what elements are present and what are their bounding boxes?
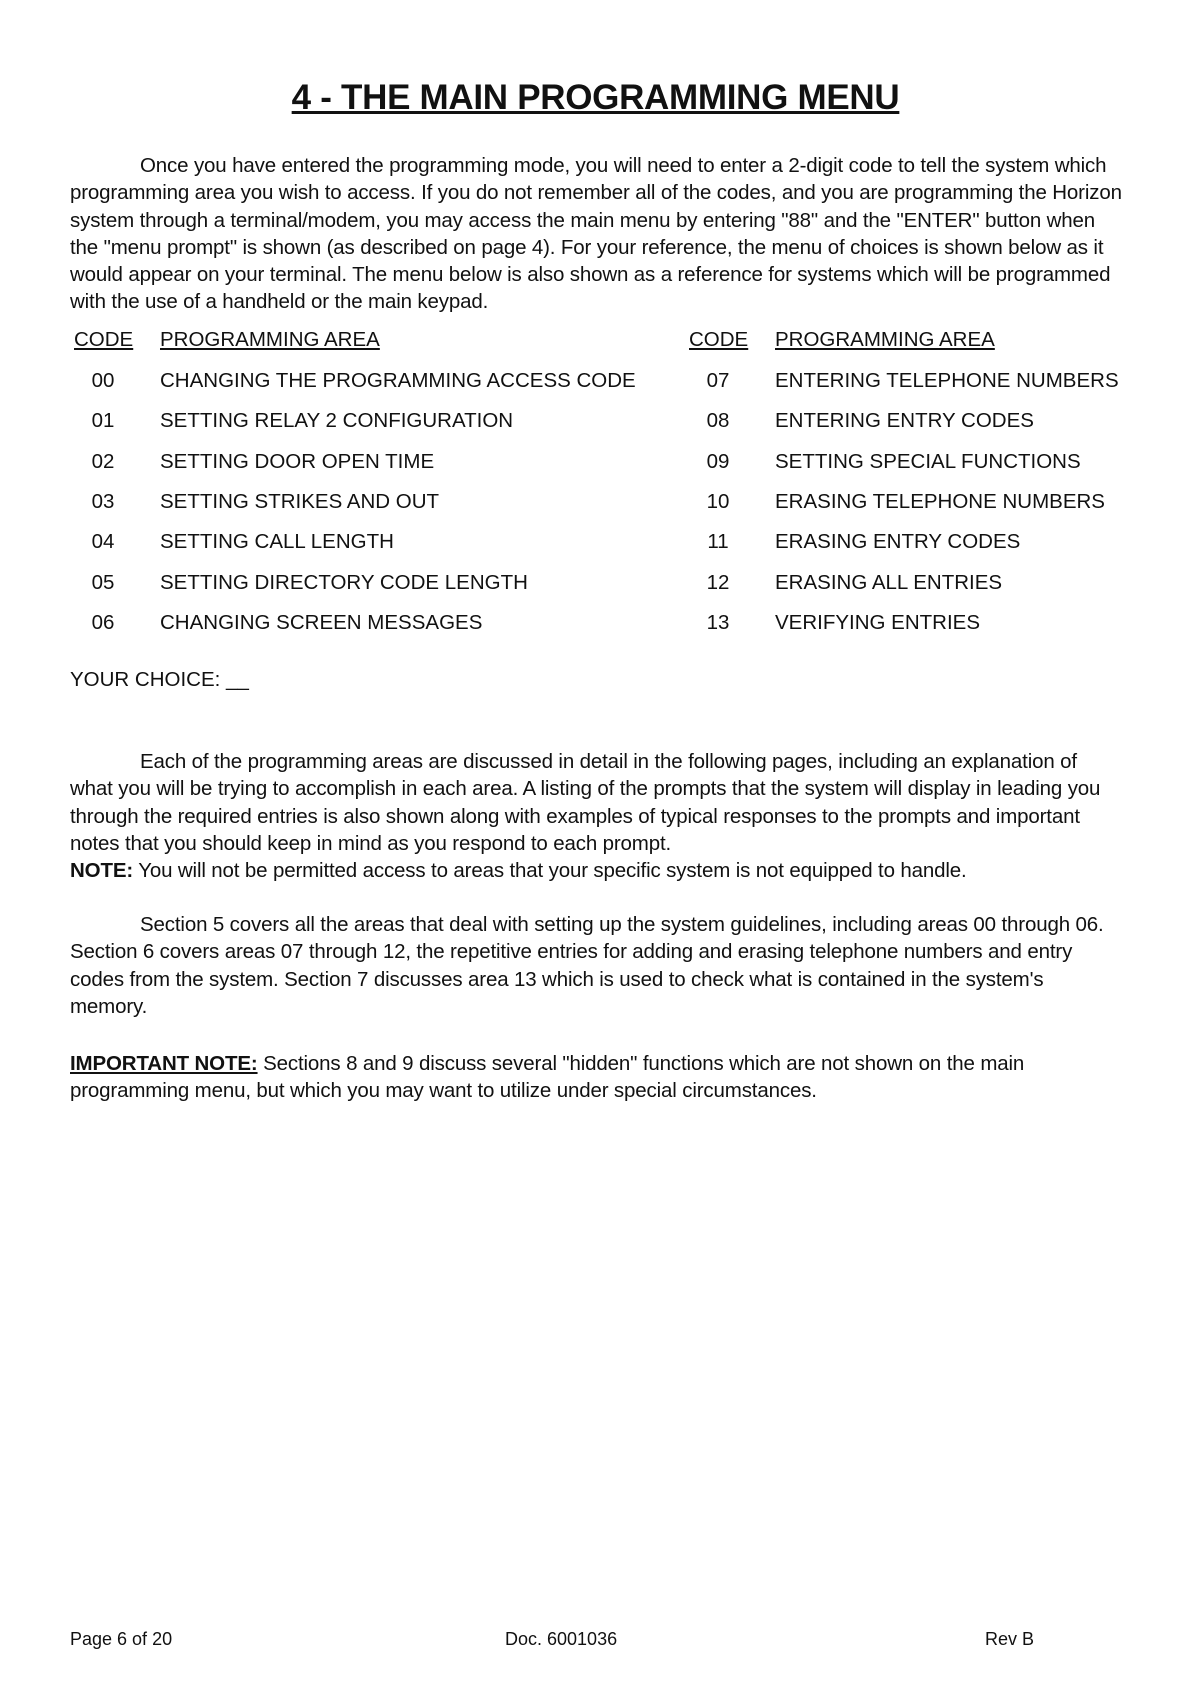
menu-code: 09 (706, 449, 730, 473)
code-header: CODE (689, 328, 749, 351)
menu-area: SETTING DIRECTORY CODE LENGTH (160, 570, 528, 594)
footer-doc-number: Doc. 6001036 (505, 1629, 618, 1649)
menu-area: ERASING TELEPHONE NUMBERS (775, 489, 1105, 513)
menu-area: CHANGING THE PROGRAMMING ACCESS CODE (160, 369, 636, 392)
important-note-text: Sections 8 and 9 discuss several "hidden" functions which are not shown on the main programming menu, but which you may want to utilize under special circumstances. (70, 1052, 1025, 1103)
details-paragraph (70, 748, 1125, 884)
sections-paragraph (70, 911, 1125, 1020)
menu-code: 13 (706, 610, 730, 634)
sections-text: Section 5 covers all the areas that deal with setting up the system guidelines, including areas 00 through 06. Section 6 covers areas 07 through 12, the repetitive entries for adding and erasing telephone numbers and entry codes from the system. Section 7 discusses area 13 which is used to check what is contained in the system's memory. (70, 913, 1104, 1018)
page-title: 4 - THE MAIN PROGRAMMING MENU (291, 78, 900, 117)
menu-area: SETTING STRIKES AND OUT (160, 489, 440, 513)
menu-code: 03 (91, 489, 115, 513)
menu-area: VERIFYING ENTRIES (775, 610, 981, 634)
intro-text: Once you have entered the programming mode, you will need to enter a 2-digit code to tell the system which programming area you wish to access. If you do not remember all of the codes, and you are programming the Horizon system through a terminal/modem, you may access the main menu by entering "88" and the "ENTER" button when the "menu prompt" is shown (as described on page 4). For your reference, the menu of choices is shown below as it would appear on your terminal. The menu below is also shown as a reference for systems which will be programmed with the use of a handheld or the main keypad. (70, 154, 1122, 314)
menu-code: 06 (91, 610, 115, 634)
menu-code: 08 (706, 409, 730, 433)
area-header: PROGRAMMING AREA (775, 328, 995, 351)
menu-code: 07 (706, 369, 730, 392)
menu-code: 01 (91, 409, 115, 433)
menu-code: 04 (91, 530, 115, 554)
menu-code: 12 (706, 570, 730, 594)
important-note-paragraph (70, 1050, 1125, 1105)
footer-page-number: Page 6 of 20 (70, 1629, 173, 1649)
menu-area: ENTERING ENTRY CODES (775, 409, 1034, 433)
menu-code: 00 (91, 369, 115, 392)
menu-area: CHANGING SCREEN MESSAGES (160, 610, 483, 634)
choice-prompt: YOUR CHOICE: __ (70, 668, 249, 691)
menu-area: ERASING ALL ENTRIES (775, 570, 1003, 594)
menu-area: ENTERING TELEPHONE NUMBERS (775, 369, 1119, 392)
menu-area: SETTING DOOR OPEN TIME (160, 449, 435, 473)
note-label: NOTE: (70, 859, 134, 883)
intro-paragraph (70, 152, 1125, 316)
details-text: Each of the programming areas are discussed in detail in the following pages, including an explanation of what you will be trying to accomplish in each area. A listing of the prompts that the system will display in leading you through the required entries is also shown along with examples of typical responses to the prompts and important notes that you should keep in mind as you respond to each prompt. (70, 750, 1101, 855)
menu-code: 02 (91, 449, 115, 473)
menu-area: SETTING RELAY 2 CONFIGURATION (160, 409, 514, 433)
footer-revision: Rev B (985, 1629, 1035, 1649)
important-note-label: IMPORTANT NOTE: (70, 1052, 258, 1075)
code-header: CODE (74, 328, 134, 351)
menu-code: 10 (706, 489, 730, 513)
note-text: You will not be permitted access to areas that your specific system is not equipped to handle. (133, 859, 967, 883)
menu-code: 11 (707, 530, 729, 554)
menu-area: SETTING SPECIAL FUNCTIONS (775, 449, 1081, 473)
menu-area: ERASING ENTRY CODES (775, 530, 1021, 554)
menu-code: 05 (91, 570, 115, 594)
area-header: PROGRAMMING AREA (160, 328, 380, 351)
menu-area: SETTING CALL LENGTH (160, 530, 394, 554)
